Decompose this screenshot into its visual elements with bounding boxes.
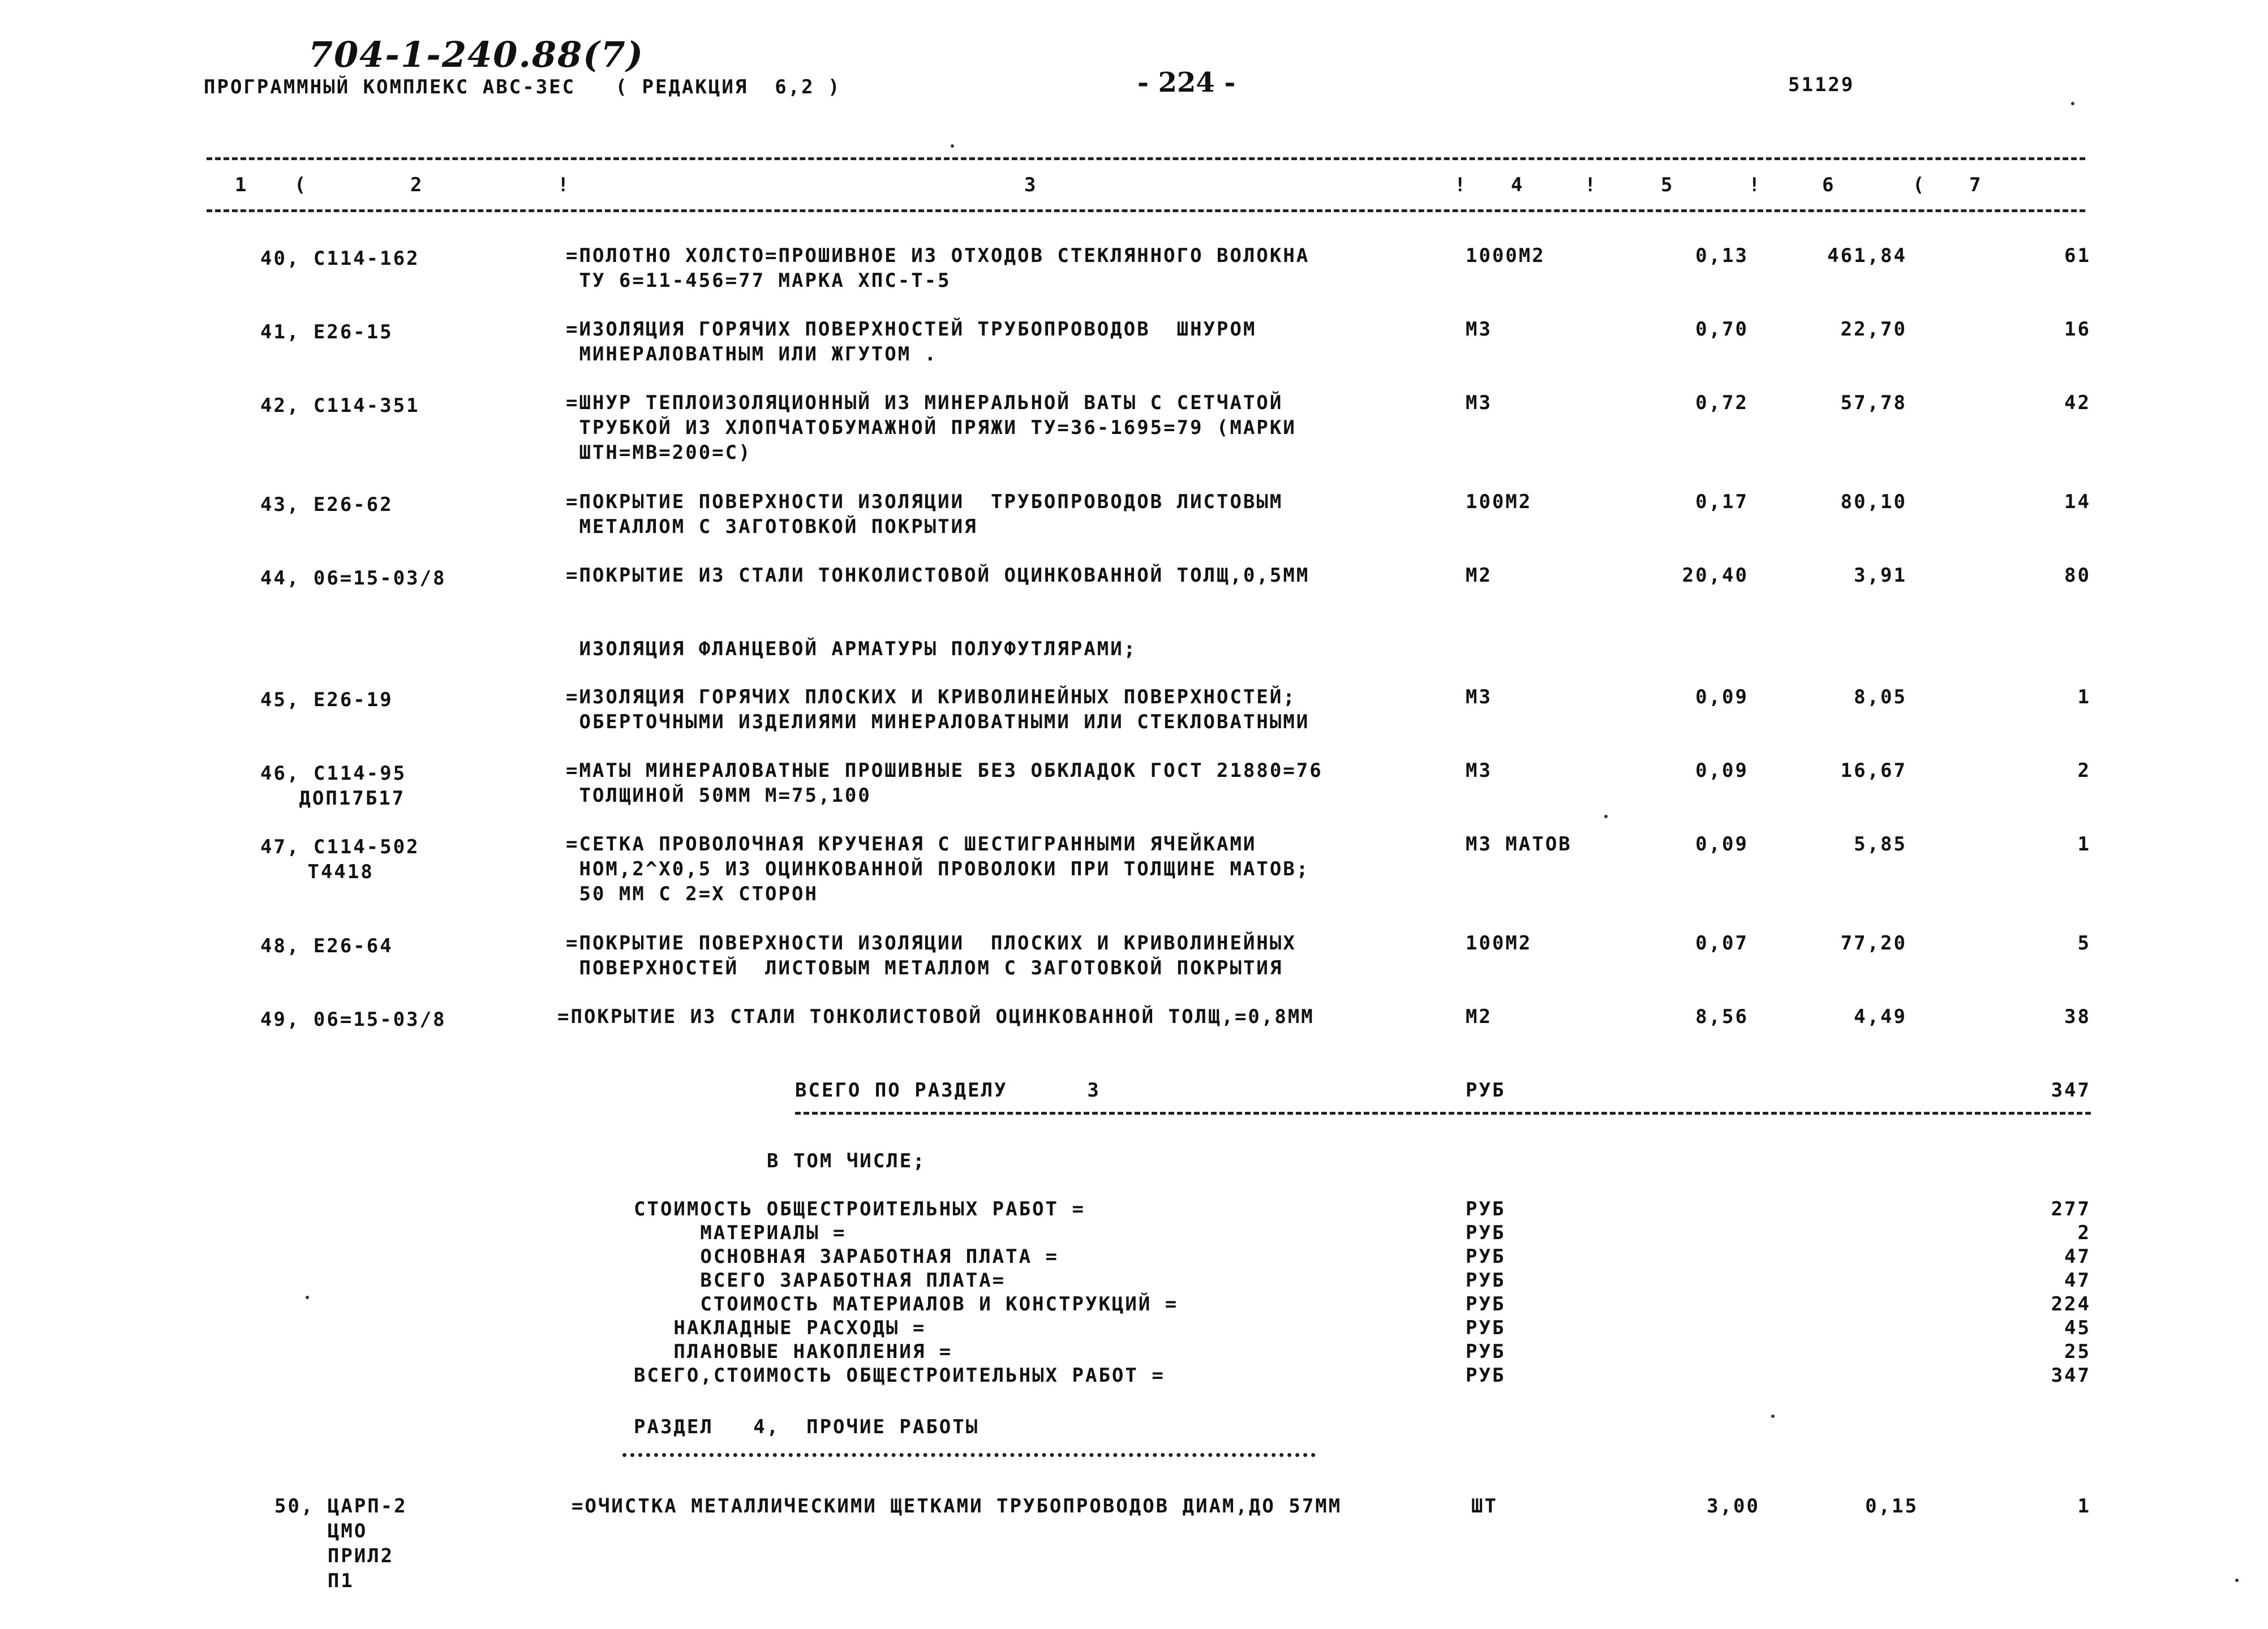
row-quantity: 0,72 xyxy=(1695,392,1749,414)
row-total: 80 xyxy=(2064,564,2091,587)
breakdown-label: СТОИМОСТЬ МАТЕРИАЛОВ И КОНСТРУКЦИЙ = xyxy=(634,1293,1179,1316)
row-description: ОБЕРТОЧНЫМИ ИЗДЕЛИЯМИ МИНЕРАЛОВАТНЫМИ ИЛИ СТЕКЛОВАТНЫМИ xyxy=(566,711,1310,733)
row-total: 42 xyxy=(2064,392,2091,414)
row-unit-price: 461,84 xyxy=(1827,244,1907,267)
breakdown-label: ПЛАНОВЫЕ НАКОПЛЕНИЯ = xyxy=(634,1340,953,1363)
row-unit-price: 16,67 xyxy=(1840,759,1907,782)
row-number-code: 43, Е26-62 xyxy=(260,493,393,516)
row-unit-price: 77,20 xyxy=(1840,932,1907,955)
row-total: 14 xyxy=(2064,491,2091,513)
breakdown-sum: 47 xyxy=(2064,1269,2091,1292)
row-description: =МАТЫ МИНЕРАЛОВАТНЫЕ ПРОШИВНЫЕ БЕЗ ОБКЛАДОК ГОСТ 21880=76 xyxy=(566,759,1323,782)
row-description: =ОЧИСТКА МЕТАЛЛИЧЕСКИМИ ЩЕТКАМИ ТРУБОПРОВОДОВ ДИАМ,ДО 57ММ xyxy=(572,1495,1342,1518)
row-total: 38 xyxy=(2064,1005,2091,1028)
row-unit: 100М2 xyxy=(1466,932,1532,955)
breakdown-label: ВСЕГО ЗАРАБОТНАЯ ПЛАТА= xyxy=(634,1269,1006,1292)
row-number-code: ЦМО xyxy=(274,1520,368,1542)
row-unit: М2 xyxy=(1466,1005,1492,1028)
including-heading: В ТОМ ЧИСЛЕ; xyxy=(767,1150,926,1172)
row-quantity: 3,00 xyxy=(1707,1495,1760,1518)
row-quantity: 0,70 xyxy=(1695,318,1749,341)
row-description: =ПОКРЫТИЕ ИЗ СТАЛИ ТОНКОЛИСТОВОЙ ОЦИНКОВАННОЙ ТОЛЩ,=0,8ММ xyxy=(557,1005,1315,1028)
subsection-heading: ИЗОЛЯЦИЯ ФЛАНЦЕВОЙ АРМАТУРЫ ПОЛУФУТЛЯРАМИ; xyxy=(566,638,1137,660)
row-quantity: 0,09 xyxy=(1695,759,1749,782)
row-unit-price: 3,91 xyxy=(1854,564,1907,587)
col-4-sep: ! xyxy=(1584,174,1598,196)
row-number-code: 42, С114-351 xyxy=(260,394,420,417)
breakdown-sum: 277 xyxy=(2051,1198,2091,1220)
row-number-code: ПРИЛ2 xyxy=(274,1545,394,1567)
row-unit-price: 5,85 xyxy=(1854,833,1907,856)
row-number-code: 50, ЦАРП-2 xyxy=(274,1495,407,1518)
row-description: 50 ММ С 2=Х СТОРОН xyxy=(566,883,818,905)
handwritten-reference: 704-1-240.88(7) xyxy=(308,34,645,75)
row-description: =ИЗОЛЯЦИЯ ГОРЯЧИХ ПОВЕРХНОСТЕЙ ТРУБОПРОВОДОВ ШНУРОМ xyxy=(566,318,1257,341)
row-number-code: 48, Е26-64 xyxy=(260,935,393,957)
col-1-label: 1 xyxy=(235,174,248,196)
scan-speck xyxy=(1604,815,1608,818)
breakdown-sum: 25 xyxy=(2064,1340,2091,1363)
row-description: ПОВЕРХНОСТЕЙ ЛИСТОВЫМ МЕТАЛЛОМ С ЗАГОТОВКОЙ ПОКРЫТИЯ xyxy=(566,957,1283,979)
row-number-code: 41, Е26-15 xyxy=(260,321,393,343)
col-2-label: 2 xyxy=(410,174,424,196)
row-unit: 1000М2 xyxy=(1466,244,1545,267)
row-total: 1 xyxy=(2077,1495,2091,1518)
row-number-code: П1 xyxy=(274,1570,354,1592)
row-quantity: 0,13 xyxy=(1695,244,1749,267)
breakdown-unit: РУБ xyxy=(1466,1340,1506,1363)
header-top-rule xyxy=(207,157,2085,160)
row-description: =ПОКРЫТИЕ ПОВЕРХНОСТИ ИЗОЛЯЦИИ ПЛОСКИХ И КРИВОЛИНЕЙНЫХ xyxy=(566,932,1296,955)
row-number-code: 40, С114-162 xyxy=(260,247,420,270)
row-unit: М3 xyxy=(1466,686,1492,708)
row-unit-price: 57,78 xyxy=(1840,392,1907,414)
row-unit: 100М2 xyxy=(1466,491,1532,513)
row-description: =ШНУР ТЕПЛОИЗОЛЯЦИОННЫЙ ИЗ МИНЕРАЛЬНОЙ ВАТЫ С СЕТЧАТОЙ xyxy=(566,392,1283,414)
row-description: ШТН=МВ=200=С) xyxy=(566,441,752,464)
row-description: ТОЛЩИНОЙ 50ММ М=75,100 xyxy=(566,784,871,807)
col-6-sep: ( xyxy=(1913,174,1926,196)
section-total-unit: РУБ xyxy=(1466,1079,1506,1102)
breakdown-label: ВСЕГО,СТОИМОСТЬ ОБЩЕСТРОИТЕЛЬНЫХ РАБОТ = xyxy=(634,1364,1165,1387)
document-code: 51129 xyxy=(1788,74,1855,96)
row-unit-price: 0,15 xyxy=(1865,1495,1918,1518)
page-number: - 224 - xyxy=(1137,67,1236,98)
row-description: =ИЗОЛЯЦИЯ ГОРЯЧИХ ПЛОСКИХ И КРИВОЛИНЕЙНЫХ ПОВЕРХНОСТЕЙ; xyxy=(566,686,1296,708)
scan-speck xyxy=(306,1296,309,1299)
scan-speck xyxy=(951,144,954,148)
row-quantity: 0,09 xyxy=(1695,686,1749,708)
col-1-sep: ( xyxy=(294,174,308,196)
breakdown-sum: 45 xyxy=(2064,1317,2091,1339)
row-description: =ПОКРЫТИЕ ПОВЕРХНОСТИ ИЗОЛЯЦИИ ТРУБОПРОВОДОВ ЛИСТОВЫМ xyxy=(566,491,1283,513)
row-quantity: 8,56 xyxy=(1695,1005,1749,1028)
col-6-label: 6 xyxy=(1822,174,1836,196)
col-5-label: 5 xyxy=(1661,174,1674,196)
section-total-label: ВСЕГО ПО РАЗДЕЛУ 3 xyxy=(795,1079,1101,1102)
scan-speck xyxy=(1771,1415,1775,1418)
row-description: ТРУБКОЙ ИЗ ХЛОПЧАТОБУМАЖНОЙ ПРЯЖИ ТУ=36-1695=79 (МАРКИ xyxy=(566,416,1296,439)
breakdown-sum: 347 xyxy=(2051,1364,2091,1387)
section-4-heading: РАЗДЕЛ 4, ПРОЧИЕ РАБОТЫ xyxy=(634,1416,980,1438)
row-total: 5 xyxy=(2077,932,2091,955)
breakdown-sum: 224 xyxy=(2051,1293,2091,1316)
row-total: 61 xyxy=(2064,244,2091,267)
program-title: ПРОГРАММНЫЙ КОМПЛЕКС АВС-3ЕС ( РЕДАКЦИЯ 6,2 ) xyxy=(204,76,841,98)
row-number-code: 47, С114-502 xyxy=(260,836,420,858)
row-unit: М3 МАТОВ xyxy=(1466,833,1572,856)
row-unit: М2 xyxy=(1466,564,1492,587)
row-number-code: 45, Е26-19 xyxy=(260,689,393,711)
row-number-code: 44, 06=15-03/8 xyxy=(260,567,446,590)
section-4-underline xyxy=(622,1453,1316,1457)
breakdown-sum: 47 xyxy=(2064,1245,2091,1268)
row-number-code: 46, С114-95 xyxy=(260,762,407,785)
row-total: 1 xyxy=(2077,833,2091,856)
row-unit-price: 80,10 xyxy=(1840,491,1907,513)
row-total: 2 xyxy=(2077,759,2091,782)
row-quantity: 20,40 xyxy=(1682,564,1749,587)
row-unit-price: 22,70 xyxy=(1840,318,1907,341)
row-quantity: 0,17 xyxy=(1695,491,1749,513)
row-unit: М3 xyxy=(1466,759,1492,782)
row-description: =ПОЛОТНО ХОЛСТО=ПРОШИВНОЕ ИЗ ОТХОДОВ СТЕКЛЯННОГО ВОЛОКНА xyxy=(566,244,1310,267)
breakdown-unit: РУБ xyxy=(1466,1293,1506,1316)
breakdown-unit: РУБ xyxy=(1466,1222,1506,1244)
col-2-sep: ! xyxy=(557,174,571,196)
row-description: НОМ,2^Х0,5 ИЗ ОЦИНКОВАННОЙ ПРОВОЛОКИ ПРИ ТОЛЩИНЕ МАТОВ; xyxy=(566,858,1310,880)
col-3-label: 3 xyxy=(1024,174,1038,196)
row-number-code: 49, 06=15-03/8 xyxy=(260,1008,446,1031)
row-secondary-code: ДОП17Б17 xyxy=(286,787,406,810)
breakdown-unit: РУБ xyxy=(1466,1269,1506,1292)
row-total: 1 xyxy=(2077,686,2091,708)
row-description: =СЕТКА ПРОВОЛОЧНАЯ КРУЧЕНАЯ С ШЕСТИГРАННЫМИ ЯЧЕЙКАМИ xyxy=(566,833,1257,856)
row-unit: М3 xyxy=(1466,318,1492,341)
breakdown-label: СТОИМОСТЬ ОБЩЕСТРОИТЕЛЬНЫХ РАБОТ = xyxy=(634,1198,1085,1220)
scan-speck xyxy=(2071,102,2074,105)
breakdown-unit: РУБ xyxy=(1466,1364,1506,1387)
breakdown-unit: РУБ xyxy=(1466,1198,1506,1220)
row-description: МИНЕРАЛОВАТНЫМ ИЛИ ЖГУТОМ . xyxy=(566,343,938,366)
section-total-rule xyxy=(795,1112,2091,1115)
col-7-label: 7 xyxy=(1969,174,1983,196)
breakdown-unit: РУБ xyxy=(1466,1317,1506,1339)
scan-speck xyxy=(2235,1579,2239,1582)
row-description: =ПОКРЫТИЕ ИЗ СТАЛИ ТОНКОЛИСТОВОЙ ОЦИНКОВАННОЙ ТОЛЩ,0,5ММ xyxy=(566,564,1310,587)
row-unit-price: 4,49 xyxy=(1854,1005,1907,1028)
row-quantity: 0,09 xyxy=(1695,833,1749,856)
row-description: ТУ 6=11-456=77 МАРКА ХПС-Т-5 xyxy=(566,269,951,292)
row-total: 16 xyxy=(2064,318,2091,341)
breakdown-sum: 2 xyxy=(2077,1222,2091,1244)
row-secondary-code: Т4418 xyxy=(294,861,374,883)
row-unit: М3 xyxy=(1466,392,1492,414)
row-description: МЕТАЛЛОМ С ЗАГОТОВКОЙ ПОКРЫТИЯ xyxy=(566,515,978,538)
col-5-sep: ! xyxy=(1749,174,1762,196)
section-total-sum: 347 xyxy=(2051,1079,2091,1102)
row-unit: ШТ xyxy=(1471,1495,1498,1518)
row-unit-price: 8,05 xyxy=(1854,686,1907,708)
breakdown-label: МАТЕРИАЛЫ = xyxy=(634,1222,847,1244)
breakdown-label: НАКЛАДНЫЕ РАСХОДЫ = xyxy=(634,1317,926,1339)
row-quantity: 0,07 xyxy=(1695,932,1749,955)
col-3-sep: ! xyxy=(1454,174,1468,196)
header-bottom-rule xyxy=(207,209,2085,212)
breakdown-label: ОСНОВНАЯ ЗАРАБОТНАЯ ПЛАТА = xyxy=(634,1245,1059,1268)
col-4-label: 4 xyxy=(1511,174,1524,196)
breakdown-unit: РУБ xyxy=(1466,1245,1506,1268)
